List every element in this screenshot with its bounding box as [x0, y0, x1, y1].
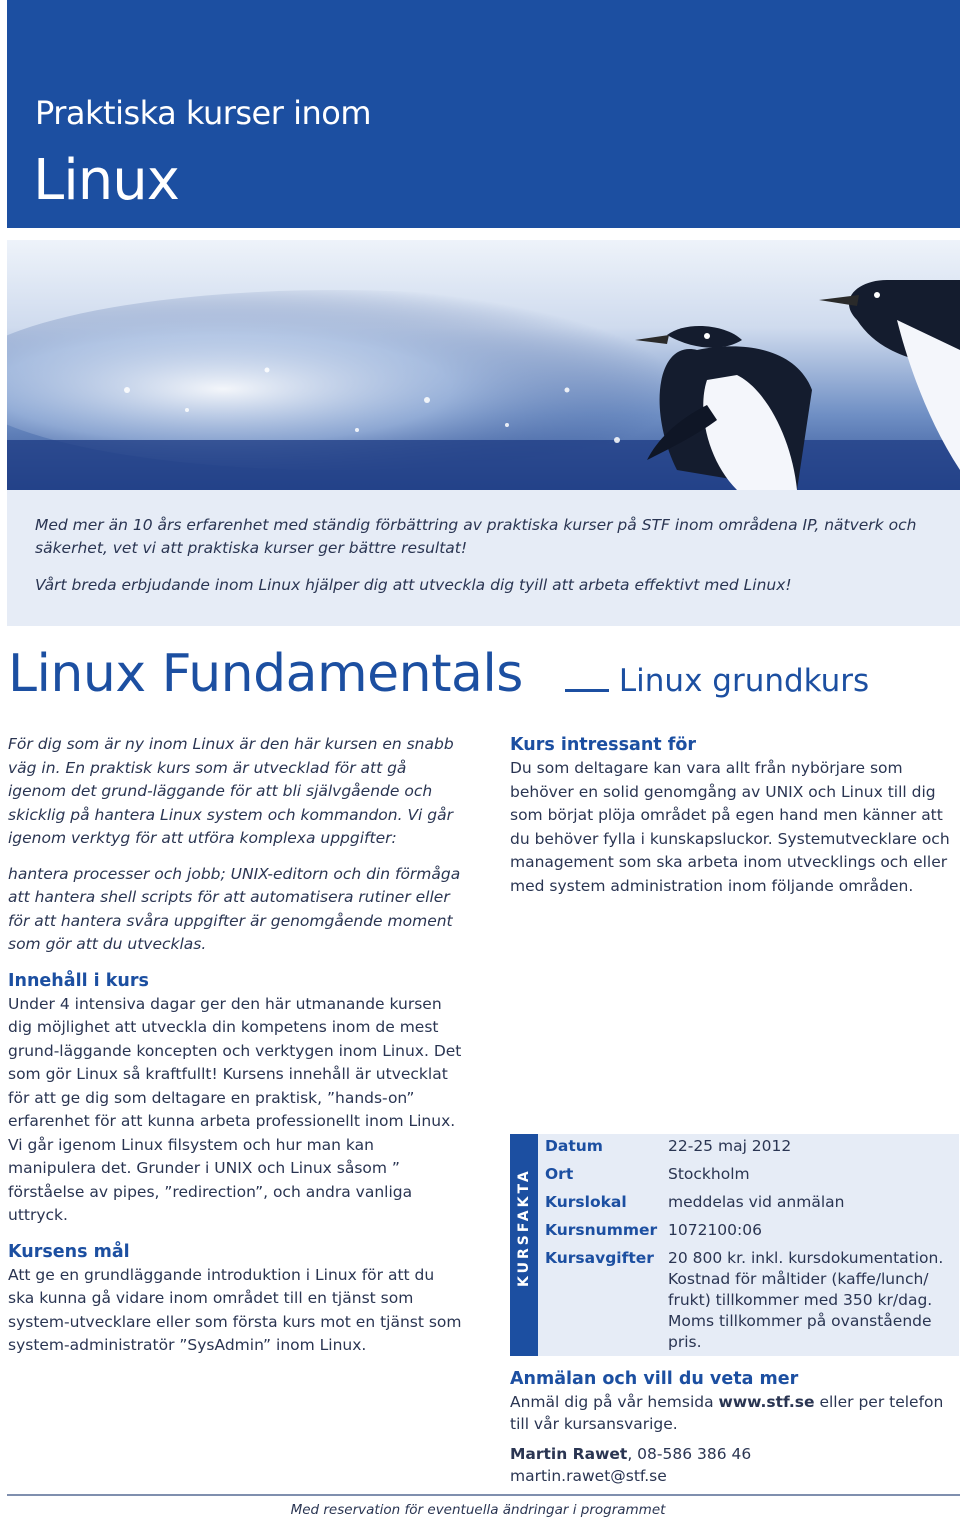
contact-text-after: eller per telefon till vår kursansvarige.: [510, 1393, 944, 1433]
nummer-label: Kursnummer: [545, 1221, 658, 1239]
course-name: Linux Fundamentals: [8, 644, 523, 704]
footer-note: Med reservation för eventuella ändringar i programmet: [290, 1502, 666, 1518]
course-facts-panel: [510, 1134, 959, 1356]
content-heading: Innehåll i kurs: [8, 970, 149, 991]
contact-person: [510, 1443, 950, 1465]
contact-section: [510, 1367, 950, 1487]
avgift-value: 20 800 kr. inkl. kursdokumentation. Kostnad för måltider (kaffe/lunch/ frukt) tillkommer med 350 kr/dag. Moms tillkommer på ovanstående pris.: [668, 1249, 944, 1351]
lokal-label: Kurslokal: [545, 1193, 627, 1211]
header-banner: [7, 0, 960, 228]
intro-panel: [7, 490, 960, 626]
nummer-value: 1072100:06: [668, 1221, 762, 1239]
course-title: [8, 644, 869, 704]
contact-text: [510, 1391, 950, 1435]
ort-value: Stockholm: [668, 1165, 750, 1183]
header-pretitle: Praktiska kurser inom: [35, 94, 371, 132]
left-column: [8, 733, 463, 1358]
contact-text-before: Anmäl dig på vår hemsida: [510, 1393, 719, 1411]
facts-vertical-label: KURSFAKTA: [516, 1168, 532, 1287]
goal-heading: Kursens mål: [8, 1241, 130, 1262]
title-dash: [565, 689, 609, 692]
content-paragraph-2: Vi går igenom Linux filsystem och hur man kan manipulera det. Grunder i UNIX och Linux såsom ” förståelse av pipes, ”redirection”, och andra vanliga uttryck.: [8, 1135, 413, 1224]
contact-heading: Anmälan och vill du veta mer: [510, 1369, 799, 1389]
website-link[interactable]: www.stf.se: [718, 1393, 815, 1411]
description-paragraph: För dig som är ny inom Linux är den här kursen en snabb väg in. En praktisk kurs som är utvecklad för att gå igenom det grund-läggande för att bli självgående och skicklig på hantera Linux system och kommandon. Vi går igenom verktyg för att utföra komplexa uppgifter:: [8, 735, 454, 847]
header-title: Linux: [33, 148, 179, 213]
ort-label: Ort: [545, 1165, 574, 1183]
footer-divider: [7, 1494, 960, 1496]
contact-phone: , 08-586 386 46: [627, 1445, 752, 1463]
goal-paragraph: Att ge en grundläggande introduktion i Linux för att du ska kunna gå vidare inom området till en tjänst som system-utvecklare eller som första kurs mot en tjänst som system-administratör ”SysAdmin” inom Linux.: [8, 1265, 462, 1354]
content-paragraph-1: Under 4 intensiva dagar ger den här utmanande kursen dig möjlighet att utveckla din kompetens inom de mest grund-läggande koncepten och verktygen inom Linux. Det som gör Linux så kraftfullt! Kursens innehåll är utvecklat för att ge dig som deltagare en praktisk, ”hands-on” erfarenhet för att kunna arbeta professionellt inom Linux.: [8, 994, 462, 1130]
contact-name: Martin Rawet: [510, 1445, 628, 1463]
audience-paragraph: Du som deltagare kan vara allt från nybörjare som behöver en solid genomgång av UNIX och Linux till dig som börjat plöja området på egen hand men känner att du behöver fylla i kunskapsluckor. Systemutvecklare och management som ska arbeta inom utvecklings och eller med system administration inom följande områden.: [510, 759, 950, 895]
datum-label: Datum: [545, 1137, 603, 1155]
intro-text-2: Vårt breda erbjudande inom Linux hjälper dig att utveckla dig tyill att arbeta effektivt med Linux!: [35, 576, 792, 594]
penguin-photo: [7, 240, 960, 490]
intro-text-1: Med mer än 10 års erfarenhet med ständig förbättring av praktiska kurser på STF inom områdena IP, nätverk och säkerhet, vet vi att praktiska kurser ger bättre resultat!: [35, 516, 917, 557]
course-subtitle: Linux grundkurs: [618, 663, 870, 699]
tasks-paragraph: hantera processer och jobb; UNIX-editorn och din förmåga att hantera shell scripts för att automatisera rutiner eller för att hantera svåra uppgifter är genomgående moment som gör att du utvecklas.: [8, 864, 461, 953]
contact-email[interactable]: martin.rawet@stf.se: [510, 1467, 667, 1485]
avgift-label: Kursavgifter: [545, 1249, 654, 1267]
right-column: [510, 733, 950, 898]
lokal-value: meddelas vid anmälan: [668, 1193, 845, 1211]
footer: [0, 1502, 960, 1518]
audience-heading: Kurs intressant för: [510, 735, 696, 755]
datum-value: 22-25 maj 2012: [668, 1137, 792, 1155]
